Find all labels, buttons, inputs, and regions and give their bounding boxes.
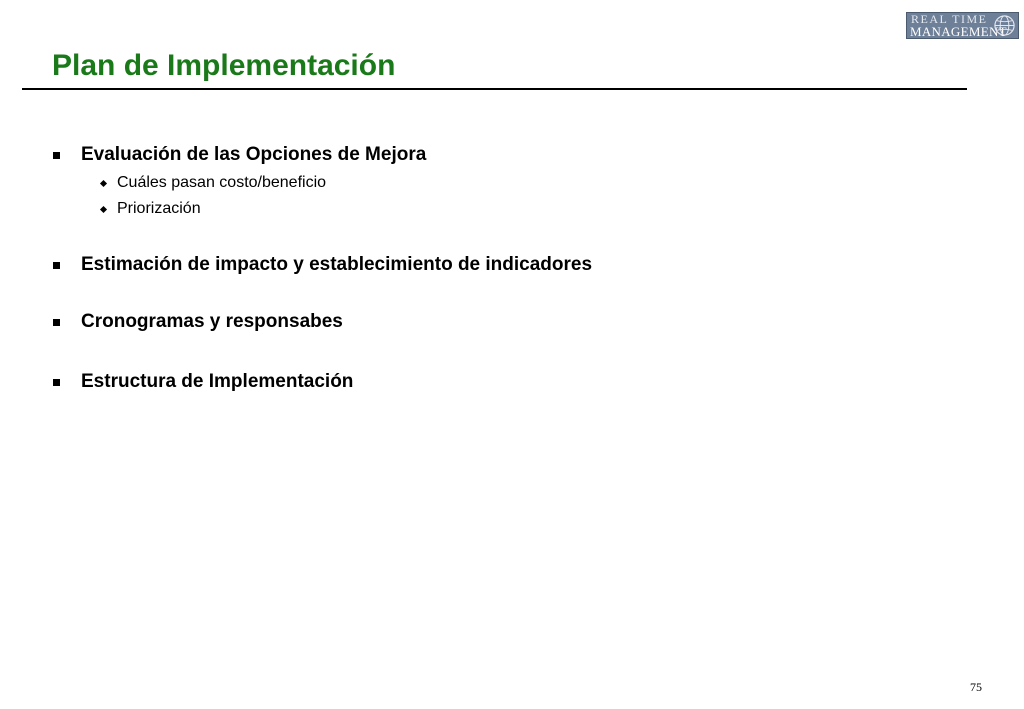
square-bullet-icon — [53, 379, 60, 386]
square-bullet-icon — [53, 262, 60, 269]
logo-text-line1: REAL TIME — [911, 12, 988, 26]
bullet-text: Estimación de impacto y establecimiento de indicadores — [81, 254, 593, 275]
bullet-item — [53, 253, 592, 277]
bullet-text: Evaluación de las Opciones de Mejora — [81, 144, 427, 165]
sub-bullet-text: Priorización — [117, 200, 201, 217]
bullet-text: Estructura de Implementación — [81, 371, 354, 392]
sub-bullet-text: Cuáles pasan costo/beneficio — [117, 174, 327, 191]
bullet-item — [53, 143, 426, 167]
sub-bullet-item — [101, 173, 326, 193]
diamond-bullet-icon — [100, 205, 107, 212]
square-bullet-icon — [53, 152, 60, 159]
bullet-text: Cronogramas y responsabes — [81, 311, 343, 332]
bullet-item — [53, 370, 353, 394]
slide-title: Plan de Implementación — [52, 49, 396, 82]
bullet-item — [53, 310, 343, 334]
diamond-bullet-icon — [100, 179, 107, 186]
square-bullet-icon — [53, 319, 60, 326]
page-number: 75 — [970, 680, 982, 694]
logo-text-line2: MANAGEMENT — [910, 24, 1007, 39]
sub-bullet-item — [101, 199, 201, 219]
